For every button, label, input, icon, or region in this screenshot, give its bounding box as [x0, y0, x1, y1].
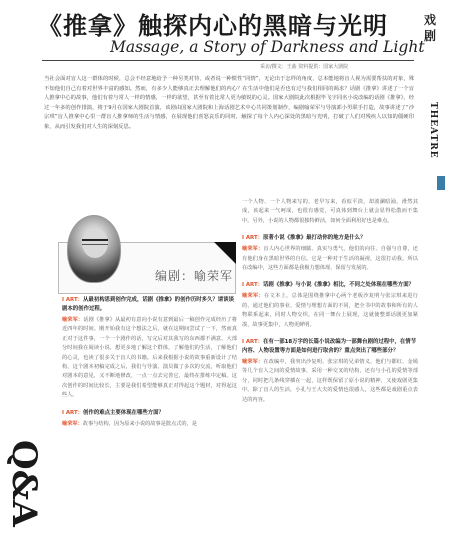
answer-tag: 喻荣军： [242, 359, 264, 366]
answer-tag: 喻荣军： [62, 317, 84, 323]
question-text: 创作的难点主要体现在哪些方面？ [83, 409, 164, 416]
question-text: 从最初构思到创作完成，话剧《推拿》的创作历时多久？请谈谈剧本的创作过程。 [62, 297, 234, 312]
left-column [62, 296, 237, 437]
question [242, 281, 418, 290]
title-cn: 《推拿》触探内心的黑暗与光明 [38, 11, 388, 40]
question [242, 234, 418, 243]
question-tag: I ART： [62, 409, 84, 416]
answer-tag: 喻荣军： [62, 420, 83, 427]
answer-text: 在文本上，总体是围绕推拿中心两个老板沙复明与张宗琪来进行的，通过他们的事业、爱情与理想方面的不同，把全书中的故事和所有的人物联系起来，同时人物交织，在同一舞台上展现，这就使整部话剧更加紧凑，故事更集中，人物更鲜明。 [242, 293, 418, 328]
credit-line: 采访/撰文：王曲 资料提供：国家大剧院 [260, 64, 349, 70]
title-en: Massage, a Story of Darkness and Light [110, 38, 425, 56]
answer [62, 420, 237, 429]
answer [62, 316, 237, 401]
answer [242, 245, 418, 273]
question [62, 296, 237, 314]
question-tag: I ART： [242, 235, 264, 242]
question-tag: I ART： [62, 297, 84, 303]
question-tag: I ART： [242, 339, 264, 346]
right-column [242, 198, 418, 413]
lead-paragraph: 当社会面对盲人这一群体的时候，总会不经意地给予一种另类对待，或者说一种惯性“同情”，无论出于怎样的角度，总本能地将盲人视为需要帮扶的对象，殊不知他们自己有着对世界丰富的感知。然而，有多少人能够真正去理解他们的内心？在生活中他们是否也有过与我们相同的渴求？话剧《推拿》讲述了一个盲人推拿中心的故事，他们有着与常人一样的情感，一样的欲望，甚至有着比常人更为敏锐的心灵。国家大剧院此次根据毕飞宇同名小说改编的话剧《推拿》，经过一年多的创作排演，将于9月在国家大剧院首演，该剧由国家大剧院和上海话剧艺术中心共同策划制作，编剧喻荣军与导演郭小男联手打造，故事讲述了“沙宗琪”盲人推拿中心里一群盲人推拿师的生活与情感，在展现他们喜怒哀乐的同时，触探了每个人内心深处的黑暗与光明，打破了人们对残疾人以知的僵硬印象，从而引发我们对人生的深刻反思。 [44, 76, 414, 130]
editor-photo-box [58, 242, 236, 294]
answer-tag: 喻荣军： [242, 246, 264, 253]
qa-vertical-label: Q&A [4, 440, 44, 527]
avatar [67, 215, 121, 283]
answer-text: 盲人内心世界的细腻、真实与勇气，他们的向往、自强与自尊，还有他们身在黑暗世界的自信。它是一种对于生活的凝视，这很打动我。所以在改编中，这些方面都是我极力想体现、保留与发展的。 [242, 246, 418, 272]
section-accent-bar [437, 176, 445, 190]
title-rule [42, 60, 414, 61]
question [62, 409, 237, 418]
glasses-icon [82, 239, 108, 245]
answer [242, 292, 418, 330]
question-text: 原著小说《推拿》最打动你的地方是什么？ [263, 235, 366, 242]
editor-label: 编剧：喻荣军 [155, 269, 234, 283]
question [242, 338, 418, 356]
section-label-cn: 戏剧 [424, 13, 437, 43]
answer [242, 358, 418, 405]
continued-paragraph: 一个人物、一个人物来写的，老早写来，看似平淡，却波澜暗涌，滑然其成，该起来一气呵成，也很有感觉，可真体到舞台上就会显得松散而不集中。另外，小说的人物都很独特鲜活，如何全面利用好也是难点。 [242, 199, 418, 224]
photo-corner-tab [214, 242, 236, 264]
answer-text: 话剧《推拿》从最初有意向小说有意到最后一稿创作完成经历了将近四年的时间。刚开始我有这个想法之后，就在这期间尝试了一下，然而真正对于这件事，一个一个剧作的话，写完后对其我写的东西都不满意。大部分时间我在阅读小说，想更多地了解这个群体，了解他们的生活，了解他们的心灵，也读了很多关于盲人的书籍。后来我根据小说的故事重新设计了结构，这个剧本初稿完成之后，我们与导演、演员做了多次的交流，听取他们对剧本的意见，又不断地修改，一点一点去完善它，最终在排练中定稿。这次创作的时间比较长，主要是我们希望能够真正对得起这个题材，对得起这些人。 [62, 317, 237, 399]
answer-text: 在改编中，我突出沙复明、张宗琪的兄弟情义，他们与都红、金嫣等几个盲人之间的爱情故事，采用一种交叉的结构，还有与小孔的爱情等部分，同时把几条线穿插在一起，这样既保留了原小说的精神，又使戏剧更集中。除了盲人的生活，小孔与王大夫的爱情也很感人，这些都是戏剧重点表达的内容。 [242, 359, 418, 403]
section-label-en: THEATRE [428, 102, 438, 159]
question-text: 话剧《推拿》与小说《推拿》相比，不同之处体现在哪些方面？ [263, 282, 414, 289]
answer-tag: 喻荣军： [242, 293, 265, 300]
question-text: 在有一部18万字的长篇小说改编为一部舞台剧的过程中，在情节内容、人物设置等方面是如何进行取舍的？重点突出了哪些部分？ [242, 339, 417, 355]
question-tag: I ART： [242, 282, 264, 289]
answer-text: 故事与结构，因为原来小说的故事是散点式的，是 [82, 420, 197, 427]
